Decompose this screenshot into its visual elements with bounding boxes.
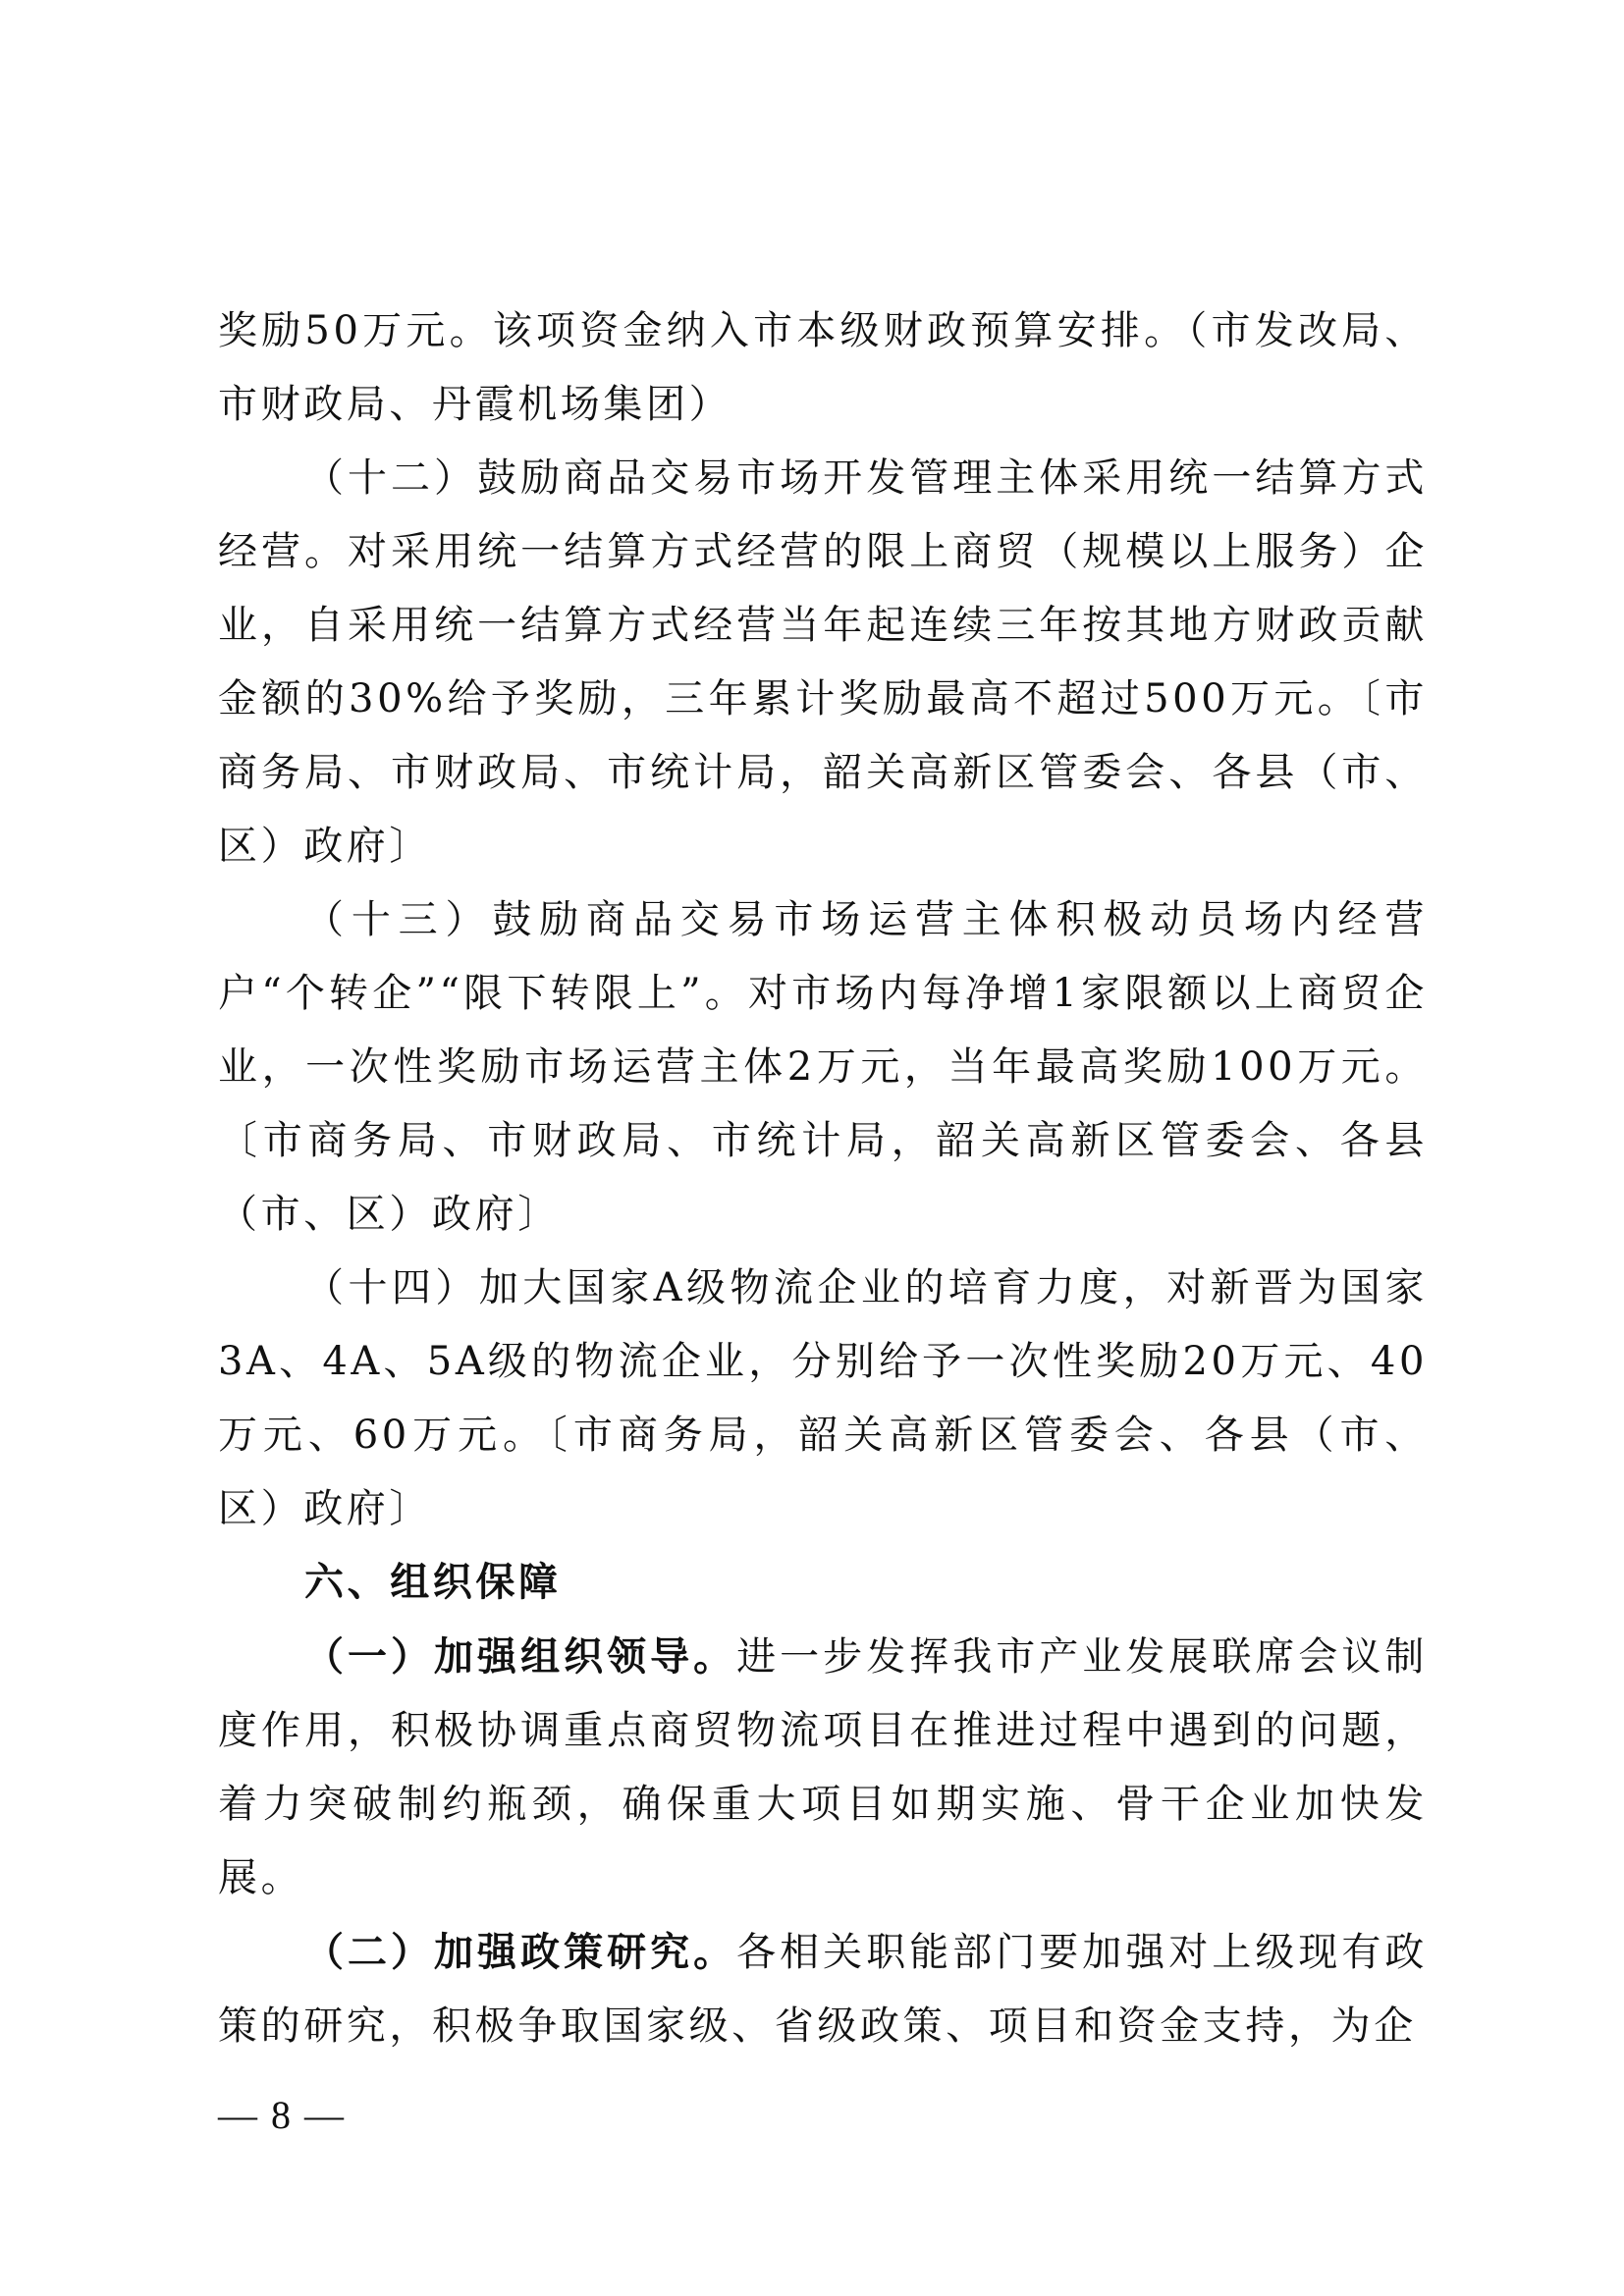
paragraph-text: 进一步发挥我市产业发展联席会议制度作用，积极协调重点商贸物流项目在推进过程中遇到的问题，着力突破制约瓶颈，确保重大项目如期实施、骨干企业加快发展。 [218,1634,1428,1900]
paragraph-item-12: （十二）鼓励商品交易市场开发管理主体采用统一结算方式经营。对采用统一结算方式经营的限上商贸（规模以上服务）企业，自采用统一结算方式经营当年起连续三年按其地方财政贡献金额的30%给予奖励，三年累计奖励最高不超过500万元。〔市商务局、市财政局、市统计局，韶关高新区管委会、各县（市、区）政府〕 [218,455,1428,869]
paragraph-org-leadership [218,1620,1428,1915]
paragraph-continuation: 奖励50万元。该项资金纳入市本级财政预算安排。（市发改局、市财政局、丹霞机场集团） [218,308,1428,427]
paragraph-policy-research [218,1915,1428,2063]
paragraph-item-13: （十三）鼓励商品交易市场运营主体积极动员场内经营户“个转企”“限下转限上”。对市场内每净增1家限额以上商贸企业，一次性奖励市场运营主体2万元，当年最高奖励100万元。〔市商务局、市财政局、市统计局，韶关高新区管委会、各县（市、区）政府〕 [218,897,1428,1237]
paragraph-lead: （一）加强组织领导。 [304,1633,737,1680]
paragraph-lead: （二）加强政策研究。 [304,1929,737,1975]
paragraph-text: 各相关职能部门要加强对上级现有政策的研究，积极争取国家级、省级政策、项目和资金支持，为企 [218,1930,1428,2049]
document-body [218,294,1428,2063]
section-heading: 六、组织保障 [304,1560,562,1605]
page-number: — 8 — [218,2093,346,2137]
paragraph-item-14: （十四）加大国家A级物流企业的培育力度，对新晋为国家3A、4A、5A级的物流企业，分别给予一次性奖励20万元、40万元、60万元。〔市商务局，韶关高新区管委会、各县（市、区）政府〕 [218,1265,1428,1531]
